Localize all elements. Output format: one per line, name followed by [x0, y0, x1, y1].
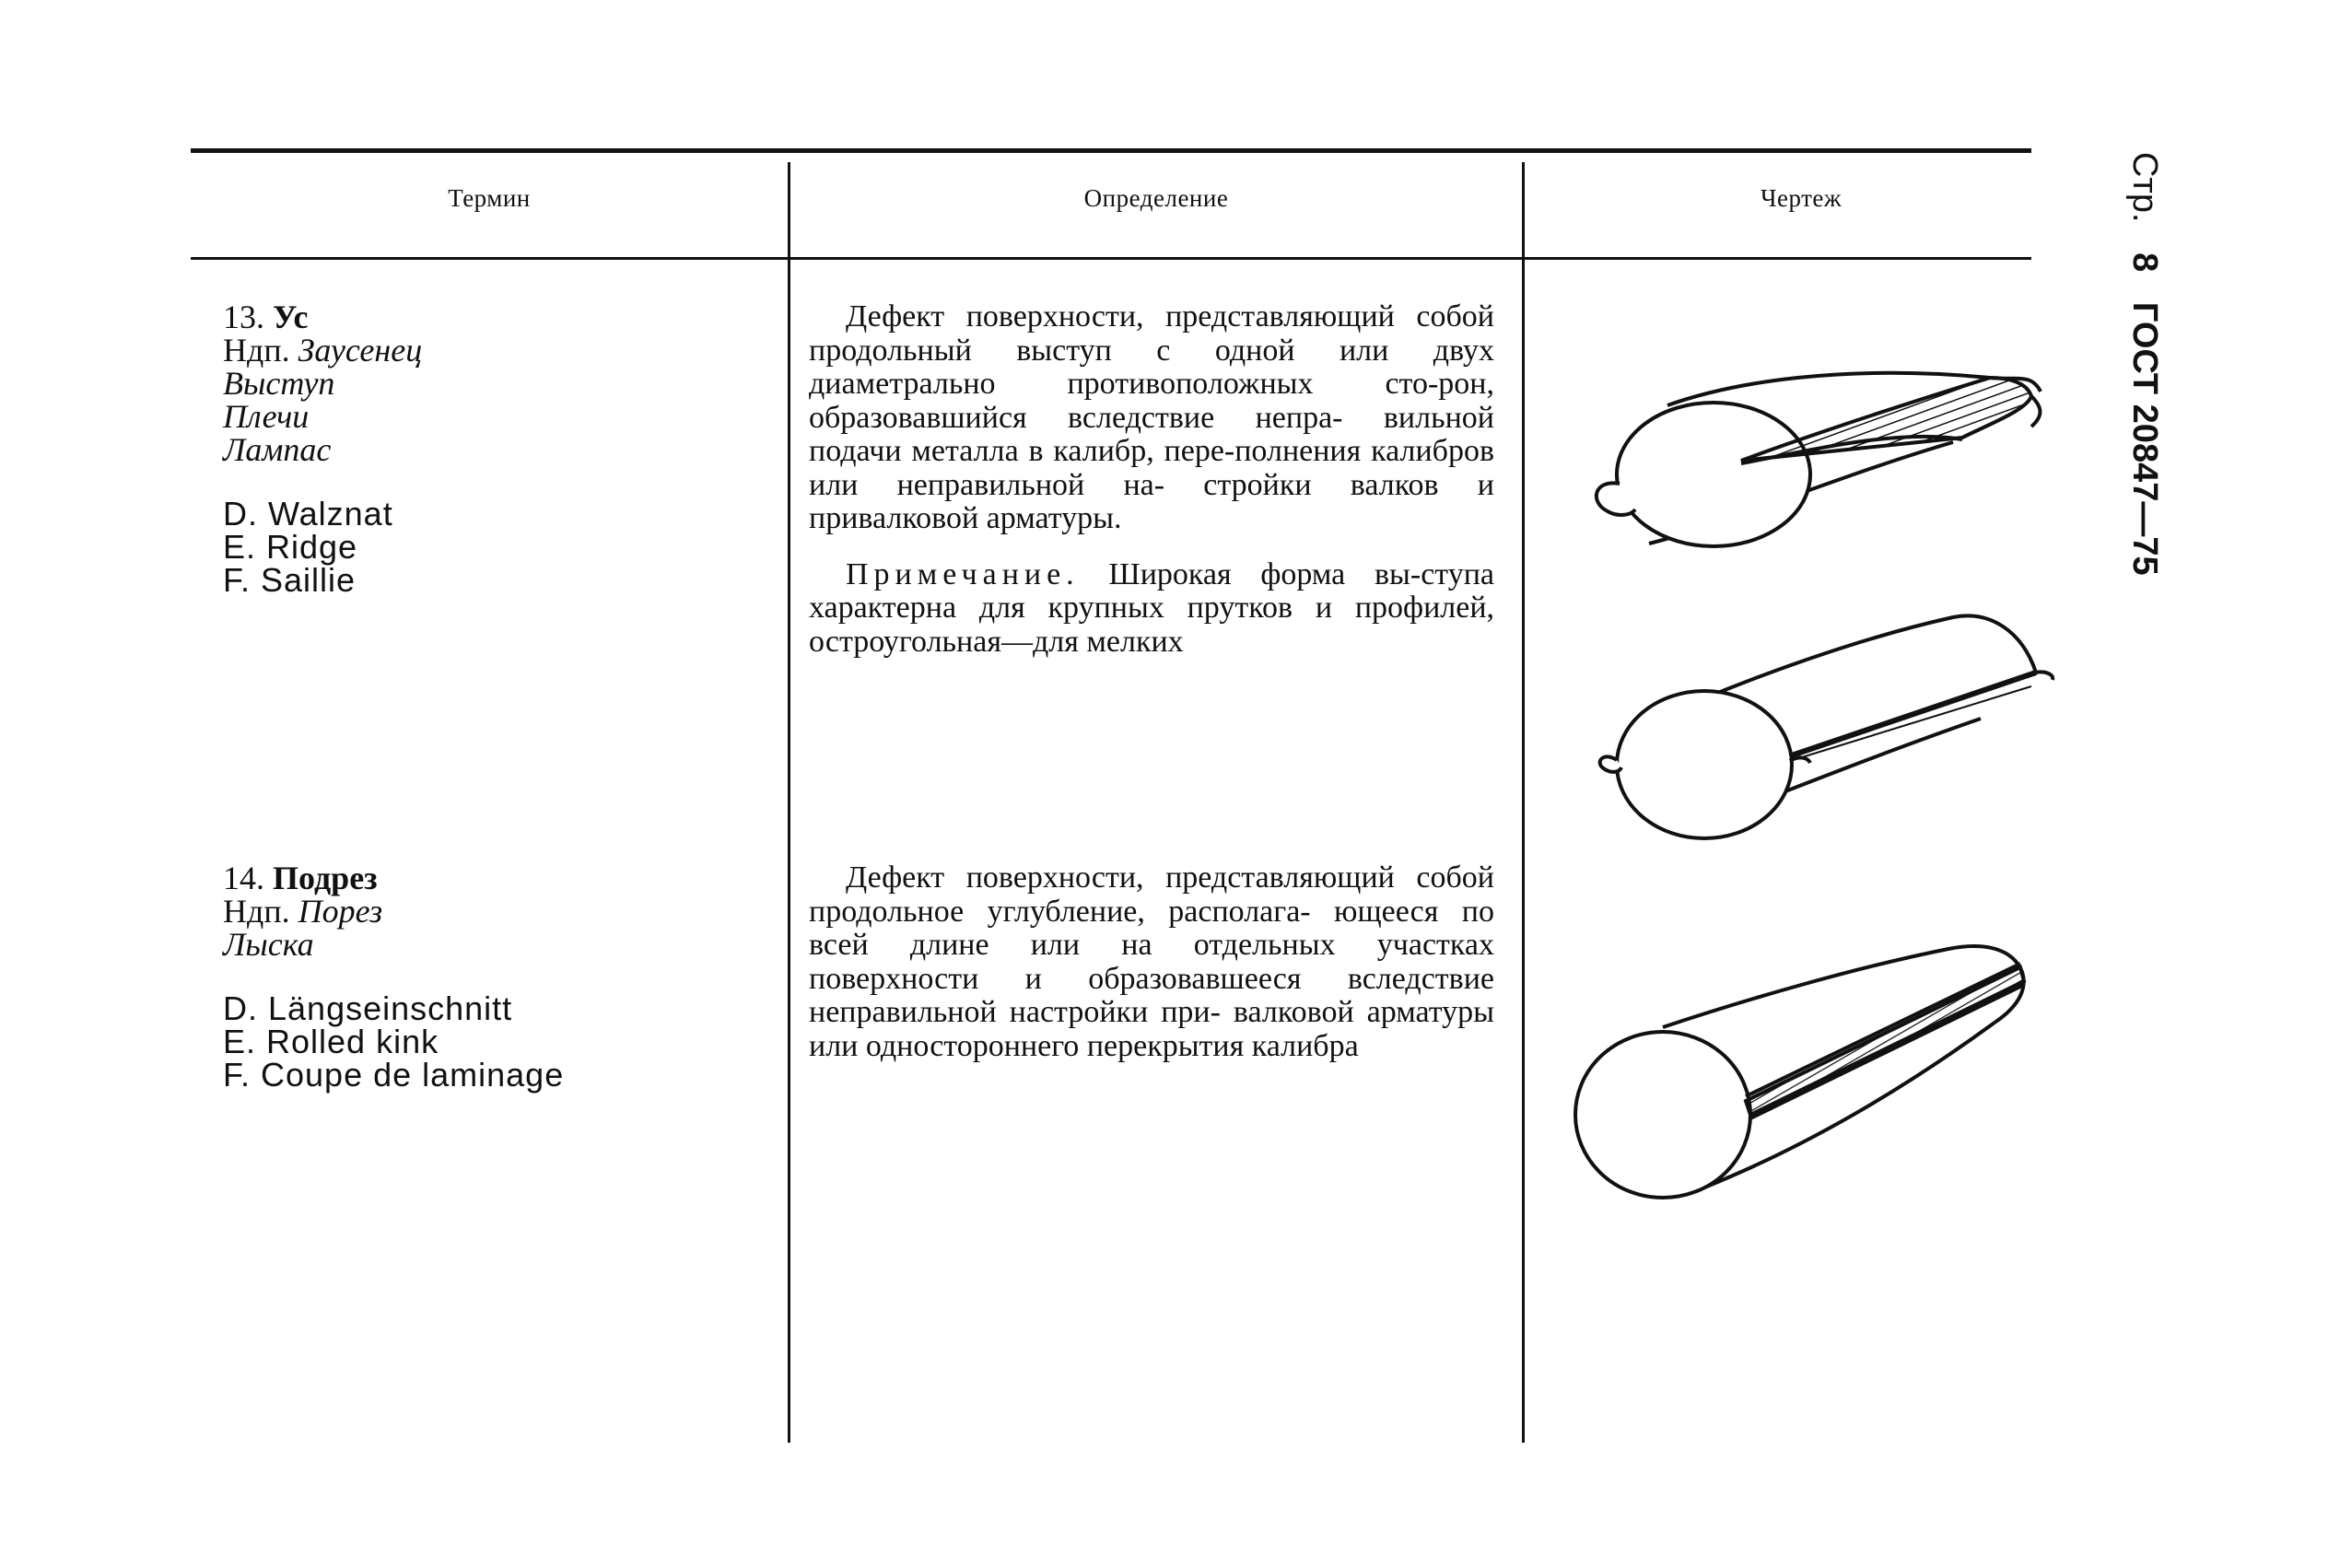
definition-13 — [809, 300, 1494, 659]
column-divider-1 — [788, 162, 790, 1443]
page-number: 8 — [2125, 252, 2164, 273]
table-top-rule — [191, 148, 2031, 153]
note-label: Примечание. — [846, 556, 1080, 591]
deprecated-term: Лампас — [223, 431, 332, 468]
ndp-label: Ндп. — [223, 332, 290, 369]
foreign-equivalent-english: E. Ridge — [223, 528, 358, 566]
header-bottom-rule — [191, 257, 2031, 260]
definition-text: Дефект поверхности, представляющий собой продольный выступ с одной или двух диаметрально противоположных сто-рон, образовавшийся вследствие непра- вильной подачи металла в калибр, пере-полнения калибров или неправильной на- стройки валков и привалковой арматуры. — [809, 299, 1494, 535]
foreign-equivalent-french: F. Saillie — [223, 561, 357, 599]
foreign-equivalent-french: F. Coupe de laminage — [223, 1056, 565, 1094]
rod-with-groove-figure — [1562, 930, 2041, 1207]
header-definition: Определение — [1083, 184, 1229, 212]
term-name: Подрез — [273, 860, 378, 896]
ndp-label: Ндп. — [223, 893, 290, 930]
column-divider-2 — [1522, 162, 1525, 1443]
term-entry-13 — [223, 300, 422, 597]
definition-14 — [809, 861, 1494, 1063]
definition-note: Примечание. Широкая форма вы-ступа характерна для крупных прутков и профилей, остроугольная—для мелких — [809, 556, 1495, 659]
foreign-equivalent-german: D. Längseinschnitt — [223, 989, 513, 1027]
term-entry-14 — [223, 861, 564, 1092]
deprecated-term: Заусенец — [298, 332, 423, 369]
standard-number: ГОСТ 20847—75 — [2125, 301, 2164, 576]
term-number: 14. — [223, 860, 264, 896]
foreign-equivalent-german: D. Walznat — [223, 495, 393, 532]
header-term: Термин — [448, 184, 531, 212]
foreign-equivalent-english: E. Rolled kink — [223, 1023, 439, 1060]
rod-with-wide-ridge-figure — [1566, 355, 2082, 557]
term-name: Ус — [273, 298, 309, 335]
term-number: 13. — [223, 298, 264, 335]
page-label: Стр. — [2125, 152, 2164, 223]
definition-text: Дефект поверхности, представляющий собой продольное углубление, располага- ющееся по всей длине или на отдельных участках поверхности и образовавшееся вследствие неправильной настройки при- валковой арматуры или одностороннего перекрытия калибра — [809, 860, 1494, 1063]
rod-with-sharp-ridge-figure — [1566, 599, 2064, 857]
deprecated-term: Лыска — [223, 926, 314, 963]
deprecated-term: Выступ — [223, 365, 335, 402]
side-running-header — [2115, 152, 2170, 576]
deprecated-term: Порез — [298, 893, 383, 930]
deprecated-term: Плечи — [223, 398, 310, 435]
header-drawing: Чертеж — [1760, 184, 1843, 212]
